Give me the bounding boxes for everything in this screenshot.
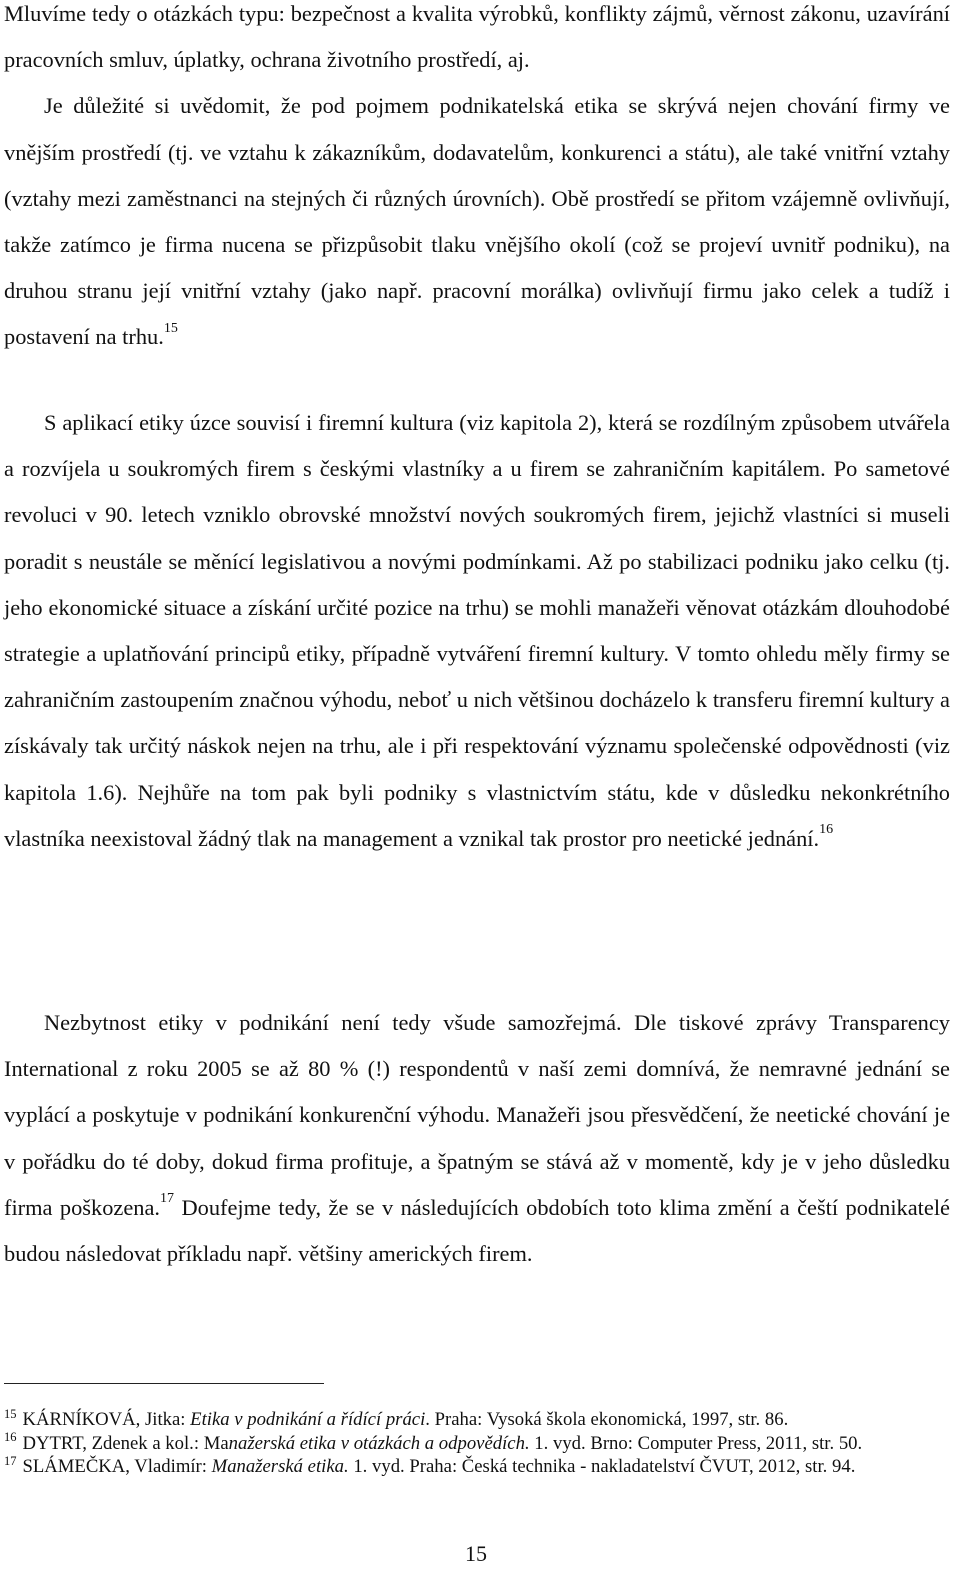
footnote-16 <box>4 1432 948 1456</box>
p2-line-11: Nejhůře na tom pak byli podniky s vlastnictvím státu, kde v důsledku nekonkrétního <box>137 779 951 805</box>
footnote-number: 16 <box>4 1430 17 1445</box>
p1-line-01: Mluvíme tedy o otázkách typu: bezpečnost a kvalita výrobků, konflikty zájmů, věrnost <box>4 1 785 26</box>
p2-line-03: zahraničním kapitálem. Po sametové revoluci v 90. letech vzniklo obrovské množství <box>4 456 950 528</box>
footnote-reference: 17 <box>160 1191 175 1207</box>
p3-line-06: Doufejme tedy, že se v následujících obdobích toto klima změní a čeští podnikatelé <box>181 1194 950 1220</box>
p1-line-06: úrovních). Obě prostředí se přitom vzájemně ovlivňují, takže zatímco je firma nucena se <box>4 185 950 258</box>
p2-line-12: vlastníka neexistoval žádný tlak na management a vznikal tak prostor pro neetické <box>4 825 743 851</box>
p2-line-01: S aplikací etiky úzce souvisí i firemní kultura (viz kapitola 2), která se rozdílným <box>44 410 776 435</box>
footnote-title: Etika v podnikání a řídící práci <box>190 1409 426 1430</box>
p2-line-08: V tomto ohledu měly firmy se zahraničním zastoupením značnou výhodu, neboť u nich <box>4 641 950 713</box>
p2-line-02: způsobem utvářela a rozvíjela u soukromých firem s českými vlastníky a u firem se <box>4 410 950 482</box>
footnote-author: DYTRT, Zdenek a kol.: Ma <box>22 1432 229 1454</box>
footnote-reference: 15 <box>163 320 178 336</box>
document-page <box>4 0 950 1580</box>
p1-line-03: Je důležité si uvědomit, že pod pojmem podnikatelská etika se skrývá nejen chování <box>44 93 858 119</box>
p1-line-09: i postavení na trhu. <box>4 278 950 350</box>
p2-line-13: jednání. <box>747 825 820 851</box>
footnotes <box>4 1408 948 1479</box>
p3-line-03: domnívá, že nemravné jednání se vyplácí a poskytuje v podnikání konkurenční výhodu. <box>4 1056 950 1128</box>
p1-line-08: vnitřní vztahy (jako např. pracovní morálka) ovlivňují firmu jako celek a tudíž <box>181 278 934 304</box>
p2-line-10: na trhu, ale i při respektování významu společenské odpovědnosti (viz kapitola 1.6). <box>4 733 950 805</box>
footnote-publication: . Praha: Vysoká škola ekonomická, 1997, str. 86. <box>425 1409 789 1430</box>
footnote-separator <box>4 1383 324 1384</box>
footnote-15 <box>4 1408 948 1432</box>
footnote-publication: 1. vyd. Brno: Computer Press, 2011, str. 50. <box>529 1432 863 1454</box>
p2-line-07: dlouhodobé strategie a uplatňování principů etiky, případně vytváření firemní kultury. <box>4 594 950 667</box>
footnote-title: Manažerská etika. <box>211 1456 349 1477</box>
p2-line-05: legislativou a novými podmínkami. Až po stabilizaci podniku jako celku (tj. jeho <box>4 548 950 620</box>
footnote-author: SLÁMEČKA, Vladimír: <box>22 1456 212 1477</box>
footnote-publication: 1. vyd. Praha: Česká technika - nakladatelství ČVUT, 2012, str. 94. <box>348 1456 856 1477</box>
paragraph-2 <box>4 400 950 862</box>
footnote-reference: 16 <box>819 822 834 838</box>
footnote-title: nažerská etika v otázkách a odpovědích. <box>228 1432 530 1454</box>
p1-line-02: zákonu, uzavírání pracovních smluv, úplatky, ochrana životního prostředí, aj. <box>4 1 950 73</box>
p3-line-01: Nezbytnost etiky v podnikání není tedy všude samozřejmá. Dle tiskové zprávy <box>44 1010 817 1035</box>
p3-line-05: profituje, a špatným se stává až v momentě, kdy je v jeho důsledku firma poškozena. <box>4 1148 951 1220</box>
footnote-number: 15 <box>4 1406 17 1421</box>
footnote-author: KÁRNÍKOVÁ, Jitka: <box>22 1409 191 1430</box>
paragraph-3 <box>4 1000 950 1277</box>
p3-line-07: budou následovat příkladu např. většiny amerických firem. <box>4 1241 533 1267</box>
footnote-number: 17 <box>4 1453 17 1468</box>
p3-line-04: Manažeři jsou přesvědčení, že neetické chování je v pořádku do té doby, dokud firma <box>4 1102 951 1174</box>
p2-line-04: nových soukromých firem, jejichž vlastníci si museli poradit s neustále se měnící <box>4 502 950 574</box>
page-number: 15 <box>465 1541 487 1566</box>
p2-line-06: ekonomické situace a získání určité pozice na trhu) se mohli manažeři věnovat otázkám <box>48 594 839 620</box>
p1-line-05: a státu), ale také vnitřní vztahy (vztahy mezi zaměstnanci na stejných či různých <box>4 139 950 211</box>
p1-line-07: přizpůsobit tlaku vnějšího okolí (což se projeví uvnitř podniku), na druhou stranu její <box>4 232 950 304</box>
p2-line-09: většinou docházelo k transferu firemní kultury a získávaly tak určitý náskok nejen <box>4 687 950 759</box>
p1-line-04: firmy ve vnějším prostředí (tj. ve vztahu k zákazníkům, dodavatelům, konkurenci <box>4 93 950 165</box>
p3-line-02: Transparency International z roku 2005 se až 80 % (!) respondentů v naší zemi <box>4 1010 950 1082</box>
paragraph-1 <box>4 0 950 361</box>
footnote-17 <box>4 1455 948 1479</box>
